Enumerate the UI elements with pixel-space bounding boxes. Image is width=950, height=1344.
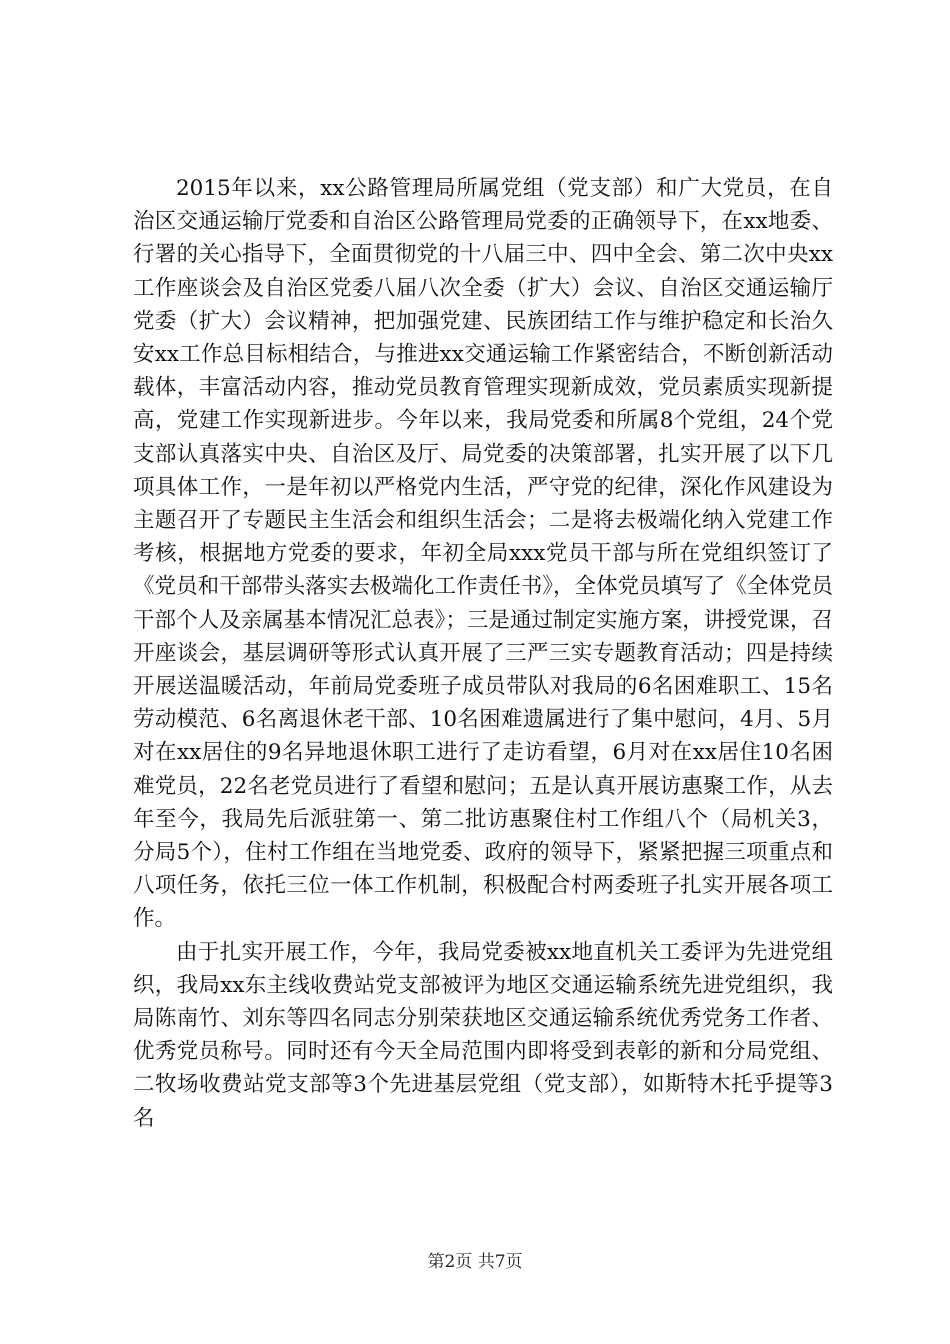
- paragraph-2: 由于扎实开展工作，今年，我局党委被xx地直机关工委评为先进党组织，我局xx东主线收费站党支部被评为地区交通运输系统先进党组织，我局陈南竹、刘东等四名同志分别荣获地区交通运输系统优秀党务工作者、优秀党员称号。同时还有今天全局范围内即将受到表彰的新和分局党组、二牧场收费站党支部等3个先进基层党组（党支部），如斯特木托乎提等3名: [133, 939, 833, 1131]
- document-body: [133, 172, 833, 1135]
- page-footer: 第2页 共7页: [427, 1252, 523, 1272]
- paragraph-1: 2015年以来，xx公路管理局所属党组（党支部）和广大党员，在自治区交通运输厅党委和自治区公路管理局党委的正确领导下，在xx地委、行署的关心指导下，全面贯彻党的十八届三中、四中全会、第二次中央xx工作座谈会及自治区党委八届八次全委（扩大）会议、自治区交通运输厅党委（扩大）会议精神，把加强党建、民族团结工作与维护稳定和长治久安xx工作总目标相结合，与推进xx交通运输工作紧密结合，不断创新活动载体，丰富活动内容，推动党员教育管理实现新成效，党员素质实现新提高，党建工作实现新进步。今年以来，我局党委和所属8个党组，24个党支部认真落实中央、自治区及厅、局党委的决策部署，扎实开展了以下几项具体工作，一是年初以严格党内生活，严守党的纪律，深化作风建设为主题召开了专题民主生活会和组织生活会；二是将去极端化纳入党建工作考核，根据地方党委的要求，年初全局xxx党员干部与所在党组织签订了《党员和干部带头落实去极端化工作责任书》，全体党员填写了《全体党员干部个人及亲属基本情况汇总表》；三是通过制定实施方案，讲授党课，召开座谈会，基层调研等形式认真开展了三严三实专题教育活动；四是持续开展送温暖活动，年前局党委班子成员带队对我局的6名困难职工、15名劳动模范、6名离退休老干部、10名困难遗属进行了集中慰问，4月、5月对在xx居住的9名异地退休职工进行了走访看望，6月对在xx居住10名困难党员，22名老党员进行了看望和慰问；五是认真开展访惠聚工作，从去年至今，我局先后派驻第一、第二批访惠聚住村工作组八个（局机关3，分局5个），住村工作组在当地党委、政府的领导下，紧紧把握三项重点和八项任务，依托三位一体工作机制，积极配合村两委班子扎实开展各项工作。: [133, 176, 833, 932]
